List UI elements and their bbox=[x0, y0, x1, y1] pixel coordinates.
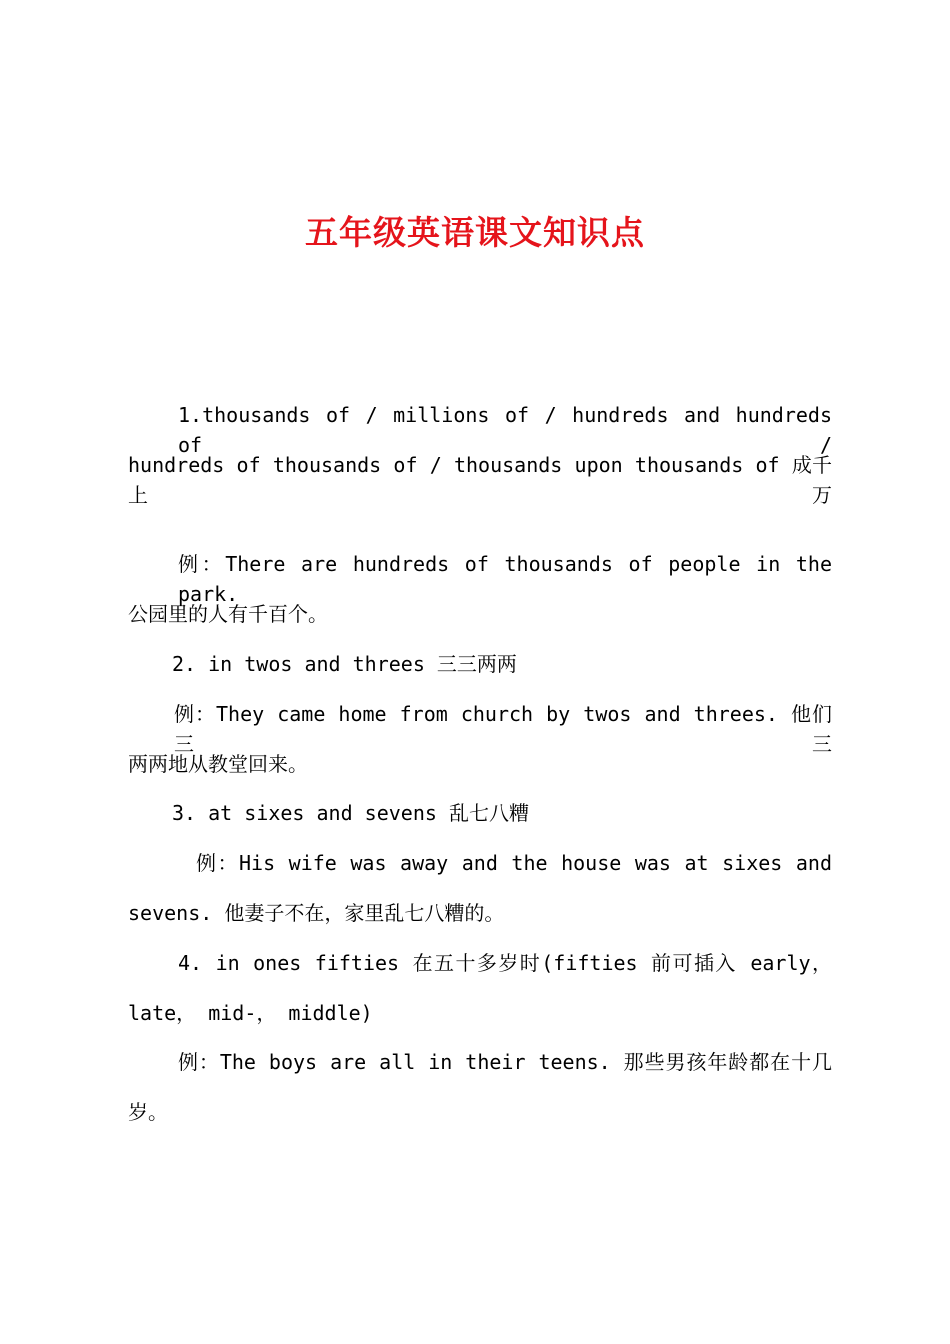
example-4-line-1: 例：The boys are all in their teens. 那些男孩年龄都在十几 bbox=[178, 1050, 832, 1074]
example-3-line-2: sevens. 他妻子不在，家里乱七八糟的。 bbox=[128, 901, 505, 925]
example-1-line-2: 公园里的人有千百个。 bbox=[128, 602, 328, 626]
item-4-line-1: 4. in ones fifties 在五十多岁时(fifties 前可插入 early， bbox=[178, 951, 832, 975]
example-2-line-2: 两两地从教堂回来。 bbox=[128, 752, 308, 776]
item-1-line-1: 1.thousands of / millions of / hundreds and hundreds of / bbox=[178, 403, 832, 457]
item-1-line-2: hundreds of thousands of / thousands upon thousands of 成千上万 bbox=[128, 453, 832, 507]
example-4-line-2: 岁。 bbox=[128, 1100, 168, 1124]
example-2-line-1: 例：They came home from church by twos and threes. 他们三三 bbox=[174, 702, 832, 756]
item-2-line-1: 2. in twos and threes 三三两两 bbox=[172, 652, 517, 676]
document-title: 五年级英语课文知识点 bbox=[305, 213, 645, 252]
example-1-line-1: 例：There are hundreds of thousands of people in the park. bbox=[178, 552, 832, 606]
example-3-line-1: 例：His wife was away and the house was at sixes and bbox=[196, 851, 832, 875]
item-4-line-2: late， mid-， middle) bbox=[128, 1001, 373, 1025]
item-3-line-1: 3. at sixes and sevens 乱七八糟 bbox=[172, 801, 529, 825]
